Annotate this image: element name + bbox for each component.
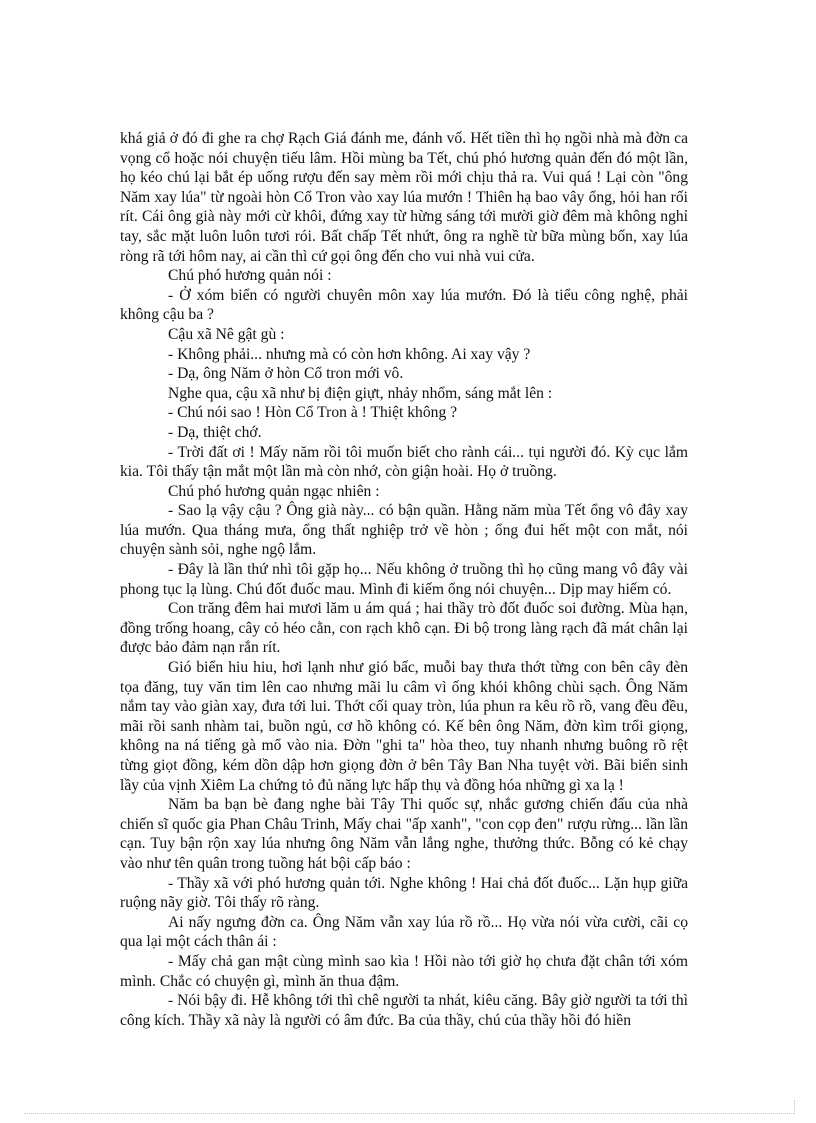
- paragraph-4: Cậu xã Nê gật gù :: [168, 325, 285, 343]
- paragraph-12: - Sao lạ vậy cậu ? Ông già này... có bận quần. Hằng năm mùa Tết ổng vô đây xay lúa mướn. Qua tháng mưa, ổng thất nghiệp trở về hòn ; ổng đui hết một con mắt, nói chuyện sành sỏi, nghe ngộ lắm.: [120, 502, 688, 559]
- paragraph-9: - Dạ, thiệt chớ.: [168, 423, 262, 441]
- paragraph-6: - Dạ, ông Năm ở hòn Cổ tron mới vô.: [168, 365, 404, 383]
- paragraph-14: Con trăng đêm hai mươi lăm u ám quá ; hai thầy trò đốt đuốc soi đường. Mùa hạn, đồng trống hoang, cây cỏ héo cằn, con rạch khô cạn. Đi bộ trong làng rạch đã mát chân lại được bảo đảm nạn rắn rít.: [120, 600, 688, 657]
- paragraph-16: Năm ba bạn bè đang nghe bài Tây Thi quốc sự, nhắc gương chiến đấu của nhà chiến sĩ quốc gia Phan Châu Trinh, Mấy chai "ấp xanh", "con cọp đen" rượu rừng... lần lần cạn. Tuy bận rộn xay lúa nhưng ông Năm vẫn lắng nghe, thưởng thức. Bỗng có kẻ chạy vào như tên quân trong tuồng hát bội cấp báo :: [120, 796, 688, 872]
- page-corner-mark: [794, 1100, 795, 1114]
- paragraph-15: Gió biển hiu hiu, hơi lạnh như gió bấc, muỗi bay thưa thớt từng con bên cây đèn tọa đăng, tuy văn tim lên cao nhưng mãi lu câm vì ống khói không chùi sạch. Ông Năm nắm tay vào giàn xay, đưa tới lui. Thớt cối quay tròn, lúa phun ra kêu rồ rồ, vang đều đều, mãi rồi sanh nhàm tai, buồn ngủ, cơ hồ không có. Kế bên ông Năm, đờn kìm trổi giọng, không na ná tiếng gà mổ vào nia. Đờn "ghi ta" hòa theo, tuy nhanh nhưng buông rõ rệt từng giọt đồng, kém dồn dập hơn giọng đờn ở bên Tây Ban Nha tuyệt vời. Bãi biển sinh lầy của vịnh Xiêm La chứng tỏ đủ năng lực hấp thụ và đồng hóa những gì xa lạ !: [120, 659, 688, 794]
- paragraph-1: khá giả ở đó đi ghe ra chợ Rạch Giá đánh me, đánh vố. Hết tiền thì họ ngồi nhà mà đờn ca vọng cổ hoặc nói chuyện tiếu lâm. Hồi mùng ba Tết, chú phó hương quản đến đó một lần, họ kéo chú lại bắt ép uống rượu đến say mèm rồi mới chịu thả ra. Vui quá ! Lại còn "ông Năm xay lúa" từ ngoài hòn Cổ Tron vào xay lúa mướn ! Thiên hạ bao vây ổng, hỏi han rối rít. Cái ông già này mới cừ khôi, đứng xay từ hừng sáng tới mười giờ đêm mà không nghỉ tay, sắc mặt luôn luôn tươi rói. Bất chấp Tết nhứt, ông ra nghề từ bữa mùng bốn, xay lúa ròng rã tới hôm nay, ai cần thì cứ gọi ông đến cho vui nhà vui cửa.: [120, 130, 688, 265]
- paragraph-17: - Thầy xã với phó hương quản tới. Nghe không ! Hai chả đốt đuốc... Lặn hụp giữa ruộng nãy giờ. Tôi thấy rõ ràng.: [120, 874, 688, 912]
- paragraph-3: - Ở xóm biển có người chuyên môn xay lúa mướn. Đó là tiểu công nghệ, phải không cậu ba ?: [120, 286, 688, 324]
- paragraph-2: Chú phó hương quản nói :: [168, 267, 332, 285]
- paragraph-8: - Chú nói sao ! Hòn Cổ Tron à ! Thiệt không ?: [168, 404, 458, 422]
- paragraph-10: - Trời đất ơi ! Mấy năm rồi tôi muốn biết cho rành cái... tụi người đó. Kỳ cục lắm kia. Tôi thấy tận mắt một lần mà còn nhớ, còn giận hoài. Họ ở truồng.: [120, 443, 688, 481]
- paragraph-20: - Nói bậy đi. Hễ không tới thì chê người ta nhát, kiêu căng. Bây giờ người ta tới thì công kích. Thầy xã này là người có âm đức. Ba của thầy, chú của thầy hồi đó hiền: [120, 992, 688, 1029]
- paragraph-5: - Không phải... nhưng mà có còn hơn không. Ai xay vậy ?: [168, 345, 531, 363]
- paragraph-19: - Mấy chả gan mật cùng mình sao kìa ! Hồi nào tới giờ họ chưa đặt chân tới xóm mình. Chắc có chuyện gì, mình ăn thua đậm.: [120, 952, 688, 990]
- body-text: [120, 129, 688, 1030]
- paragraph-7: Nghe qua, cậu xã như bị điện giựt, nhảy nhổm, sáng mắt lên :: [168, 384, 553, 402]
- paragraph-18: Ai nấy ngưng đờn ca. Ông Năm vẫn xay lúa rồ rồ... Họ vừa nói vừa cười, cãi cọ qua lại một cách thân ái :: [120, 913, 688, 951]
- paragraph-13: - Đây là lần thứ nhì tôi gặp họ... Nếu không ở truồng thì họ cũng mang vô đây vài phong tục lạ lùng. Chú đốt đuốc mau. Mình đi kiếm ổng nói chuyện... Dịp may hiếm có.: [120, 561, 688, 598]
- page-bottom-border: [24, 1113, 794, 1114]
- paragraph-11: Chú phó hương quản ngạc nhiên :: [168, 482, 380, 500]
